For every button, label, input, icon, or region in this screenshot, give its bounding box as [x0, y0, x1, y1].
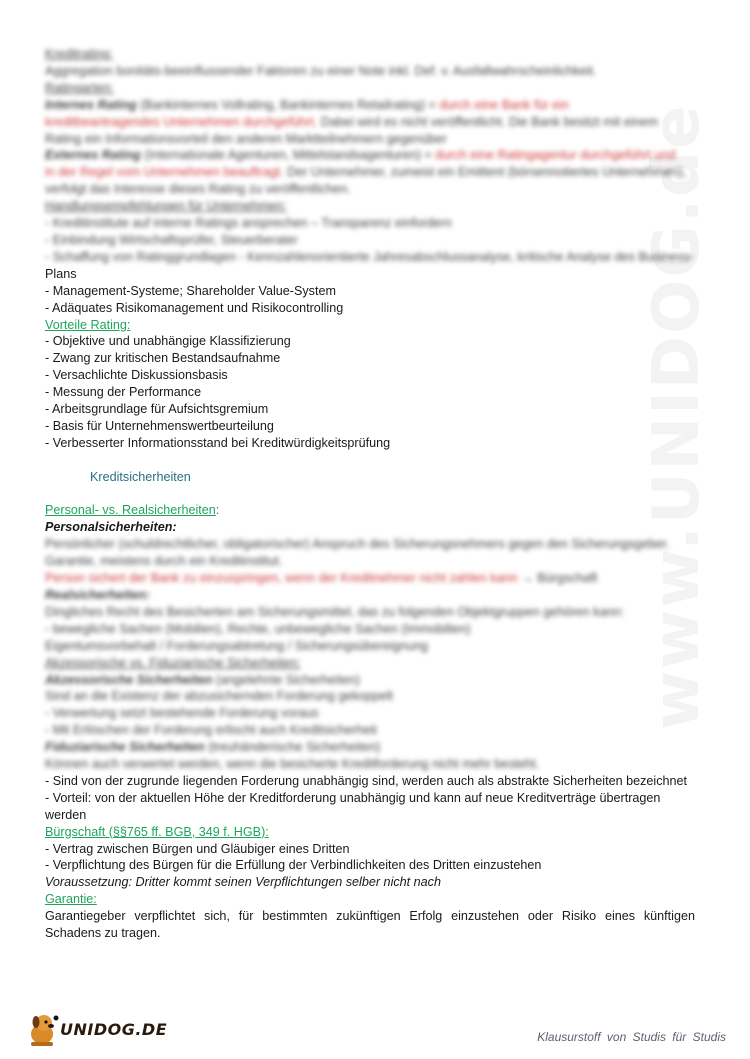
text-span: Person sichert der Bank zu einzuspringen, wenn der Kreditnehmer nicht zahlen kann	[45, 571, 518, 586]
text-line: Realsicherheiten:	[45, 587, 150, 602]
text-line: Garantiegeber verpflichtet sich, für bestimmten zukünftigen Erfolg einzustehen oder Risiko eines künftigen Schadens zu tragen.	[45, 909, 695, 941]
text-line: Eigentumsvorbehalt / Forderungsabtretung / Sicherungsübereignung	[45, 638, 428, 653]
section-heading: Kreditrating:	[45, 47, 113, 61]
text-line: - Zwang zur kritischen Bestandsaufnahme	[45, 351, 281, 366]
footer-tagline: Klausurstoff von Studis für Studis	[537, 1030, 726, 1044]
text-line: - Verwertung setzt bestehende Forderung voraus	[45, 706, 319, 721]
text-line: - Sind von der zugrunde liegenden Forderung unabhängig sind, werden auch als abstrakte Sicherheiten bezeichnet	[45, 773, 688, 788]
text-span: Externes Rating	[45, 148, 141, 163]
text-line: - Mit Erlöschen der Forderung erlischt auch Kreditsicherheit	[45, 723, 377, 738]
section-heading: Vorteile Rating:	[45, 317, 131, 332]
watermark-text: www.UNIDOG.de	[640, 103, 714, 730]
text-span: → Bürgschaft	[517, 571, 598, 586]
text-span: (angelehnte Sicherheiten)	[212, 672, 361, 687]
text-span: (treuhänderische Sicherheiten)	[204, 740, 381, 755]
text-span: Internes Rating	[45, 97, 137, 112]
section-heading: Akzessorische vs. Fiduziarische Sicherheiten:	[45, 655, 301, 670]
text-line: Können auch verwertet werden, wenn die besicherte Kreditforderung nicht mehr besteht.	[45, 757, 540, 772]
text-line: - Versachlichte Diskussionsbasis	[45, 368, 228, 383]
text-span: durch eine Bank für ein	[439, 97, 569, 112]
text-span: Personal- vs. Realsicherheiten	[45, 503, 216, 518]
text-span: Dabei wird es nicht veröffentlicht. Die Bank besitzt mit einem	[317, 114, 658, 129]
text-line: - Vorteil: von der aktuellen Höhe der Kreditforderung unabhängig und kann auf neue Kreditverträge übertragen	[45, 790, 661, 805]
text-span: durch eine Ratingagentur durchgeführt und	[435, 148, 676, 163]
text-line: Voraussetzung: Dritter kommt seinen Verpflichtungen selber nicht nach	[45, 875, 441, 890]
text-span: :	[215, 503, 220, 518]
section-heading: Kreditsicherheiten	[90, 469, 191, 484]
text-line: Sind an die Existenz der abzusichernden Forderung gekoppelt	[45, 689, 393, 704]
text-line: - bewegliche Sachen (Mobilien), Rechte, unbewegliche Sachen (Immobilien)	[45, 621, 471, 636]
text-line: - Objektive und unabhängige Klassifizierung	[45, 334, 291, 349]
document-body	[45, 46, 695, 942]
text-line	[45, 97, 695, 114]
text-line: - Management-Systeme; Shareholder Value-System	[45, 283, 336, 298]
text-span: in der Regel vom Unternehmen beauftragt.	[45, 165, 284, 180]
dog-icon	[22, 1010, 62, 1050]
text-span: kreditbeantragendes Unternehmen durchgeführt.	[45, 114, 318, 129]
text-line	[45, 147, 695, 164]
text-line: - Schaffung von Ratinggrundlagen - Kennzahlenorientierte Jahresabschlussanalyse, kritische Analyse des Business-	[45, 249, 694, 264]
text-line: Plans	[45, 266, 77, 281]
text-line: - Verbesserter Informationsstand bei Kreditwürdigkeitsprüfung	[45, 435, 391, 450]
text-line	[45, 570, 695, 587]
text-line: Personalsicherheiten:	[45, 520, 177, 535]
text-line: Garantie, meistens durch ein Kreditinstitut.	[45, 554, 283, 569]
text-line	[45, 672, 695, 689]
text-line: - Vertrag zwischen Bürgen und Gläubiger eines Dritten	[45, 841, 350, 856]
text-span: (Bankinternes Vollrating, Bankinternes Retailrating) =	[136, 97, 440, 112]
text-line: - Verpflichtung des Bürgen für die Erfüllung der Verbindlichkeiten des Dritten einzustehen	[45, 858, 542, 873]
text-line	[45, 502, 695, 519]
unidog-logo	[22, 1010, 168, 1050]
blank-line	[45, 452, 695, 469]
text-line: - Basis für Unternehmenswertbeurteilung	[45, 418, 274, 433]
text-line: Dingliches Recht des Besicherten am Sicherungsmittel, das zu folgenden Objektgruppen gehören kann:	[45, 604, 624, 619]
text-line: verfolgt das Interesse dieses Rating zu veröffentlichen.	[45, 182, 351, 197]
text-line: Persönlicher (schuldrechtlicher, obligatorischer) Anspruch des Sicherungsnehmers gegen den Sicherungsgeber.	[45, 537, 670, 552]
blank-line	[45, 486, 695, 503]
text-line: Rating ein Informationsvorteil den anderen Marktteilnehmern gegenüber	[45, 131, 447, 146]
text-line: - Einbindung Wirtschaftsprüfer, Steuerberater	[45, 232, 298, 247]
logo-text: UNIDOG.DE	[60, 1020, 168, 1039]
text-span: Der Unternehmer, zumeist ein Emittent (börsennotiertes Unternehmen),	[283, 165, 687, 180]
text-line: werden	[45, 807, 87, 822]
section-heading: Ratingarten:	[45, 80, 114, 95]
text-line	[45, 739, 695, 756]
text-line: - Messung der Performance	[45, 385, 202, 400]
text-line: - Kreditinstitute auf interne Ratings ansprechen – Transparenz einfordern	[45, 216, 452, 231]
text-span: Akzessorische Sicherheiten	[45, 672, 213, 687]
text-line: Aggregation bonitäts-beeinflussender Faktoren zu einer Note inkl. Def. v. Ausfallwahrscheinlichkeit.	[45, 63, 597, 78]
text-span: (Internationale Agenturen, Mittelstandsagenturen) =	[140, 148, 436, 163]
text-line	[45, 164, 695, 181]
section-heading: Bürgschaft (§§765 ff. BGB, 349 f. HGB):	[45, 824, 269, 839]
text-line: - Arbeitsgrundlage für Aufsichtsgremium	[45, 402, 269, 417]
section-heading: Handlungsempfehlungen für Unternehmen:	[45, 199, 287, 214]
text-span: Fiduziarische Sicherheiten	[45, 740, 205, 755]
text-line	[45, 114, 695, 131]
text-line: - Adäquates Risikomanagement und Risikocontrolling	[45, 300, 344, 315]
section-heading: Garantie:	[45, 892, 97, 907]
